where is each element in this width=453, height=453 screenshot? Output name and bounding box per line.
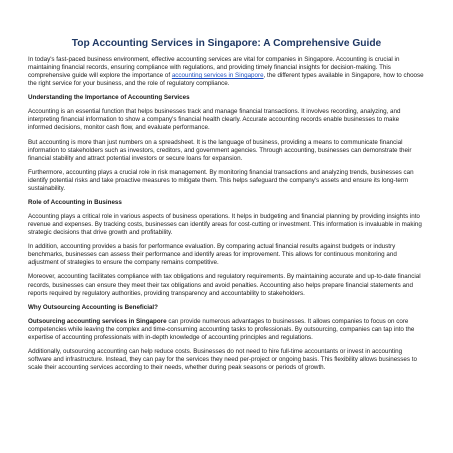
outsourcing-paragraph-2: Additionally, outsourcing accounting can help reduce costs. Businesses do not need to hire full-time accountants or invest in accounting software and infrastructure. Instead, they can pay for the services they need per-project or ongoing basis. This flexibility allows businesses to scale their accounting services according to their needs, whether during peak seasons or periods of growth. xyxy=(28,347,417,372)
accounting-services-link[interactable]: accounting services in Singapore xyxy=(171,72,264,80)
intro-paragraph xyxy=(28,56,425,88)
outsourcing-lead-text: Outsourcing accounting services in Singapore xyxy=(28,317,167,325)
role-paragraph-1: Accounting plays a critical role in various aspects of business operations. It helps in budgeting and financial planning by providing insights into revenue and expenses. By tracking costs, businesses can identify areas for cost-cutting or investment. This information is invaluable in making strategic decisions that drive growth and profitability. xyxy=(28,212,422,237)
outsourcing-paragraph-1 xyxy=(28,318,425,342)
intro-text-before: In today's fast-paced business environment, effective accounting services are vital for companies in Singapore. Accounting is crucial in maintaining financial records, ensuring compliance with regulations, and providing timely financial insights for decision-making. This comprehensive guide will explore the importance of xyxy=(28,56,400,80)
page-title: Top Accounting Services in Singapore: A Comprehensive Guide xyxy=(71,38,382,49)
role-paragraph-3: Moreover, accounting facilitates compliance with tax obligations and regulatory requirements. By maintaining accurate and up-to-date financial records, businesses can ensure they meet their tax obligations and avoid penalties. Accounting also helps prepare financial statements and reports required by regulatory authorities, providing transparency and accountability to stakeholders. xyxy=(28,273,421,297)
intro-text-after: , the different types available in Singapore, how to choose the right service for your business, and the role of regulatory compliance. xyxy=(28,72,424,88)
importance-paragraph-2: But accounting is more than just numbers on a spreadsheet. It is the language of business, providing a means to communicate financial information to stakeholders such as investors, creditors, and government agencies. Through accounting, businesses can demonstrate their financial stability and attract potential investors or secure loans for expansion. xyxy=(28,138,412,162)
section-heading-role: Role of Accounting in Business xyxy=(28,198,122,206)
importance-paragraph-3: Furthermore, accounting plays a crucial role in risk management. By monitoring financial transactions and analyzing trends, businesses can identify potential risks and take proactive measures to mitigate them. This helps safeguard the company's assets and ensure its long-term sustainability. xyxy=(28,168,414,192)
importance-paragraph-1: Accounting is an essential function that helps businesses track and manage financial transactions. It involves recording, analyzing, and interpreting financial information to show a company's financial health clearly. Accurate accounting records enable businesses to make informed decisions, monitor cash flow, and evaluate performance. xyxy=(28,108,401,132)
section-heading-importance: Understanding the Importance of Accounting Services xyxy=(28,94,190,102)
role-paragraph-2: In addition, accounting provides a basis for performance evaluation. By comparing actual financial results against budgets or industry benchmarks, businesses can assess their performance and identify areas for improvement. This allows for continuous monitoring and adjustment of strategies to ensure the company remains competitive. xyxy=(28,243,397,267)
section-heading-outsourcing: Why Outsourcing Accounting is Beneficial? xyxy=(28,303,158,311)
outsourcing-paragraph-1-rest: can provide numerous advantages to businesses. It allows companies to focus on core competencies while leaving the complex and time-consuming accounting tasks to professionals. By outsourcing, companies can tap into the expertise of accounting professionals with in-depth knowledge of accounting principles and regulations. xyxy=(28,317,415,341)
